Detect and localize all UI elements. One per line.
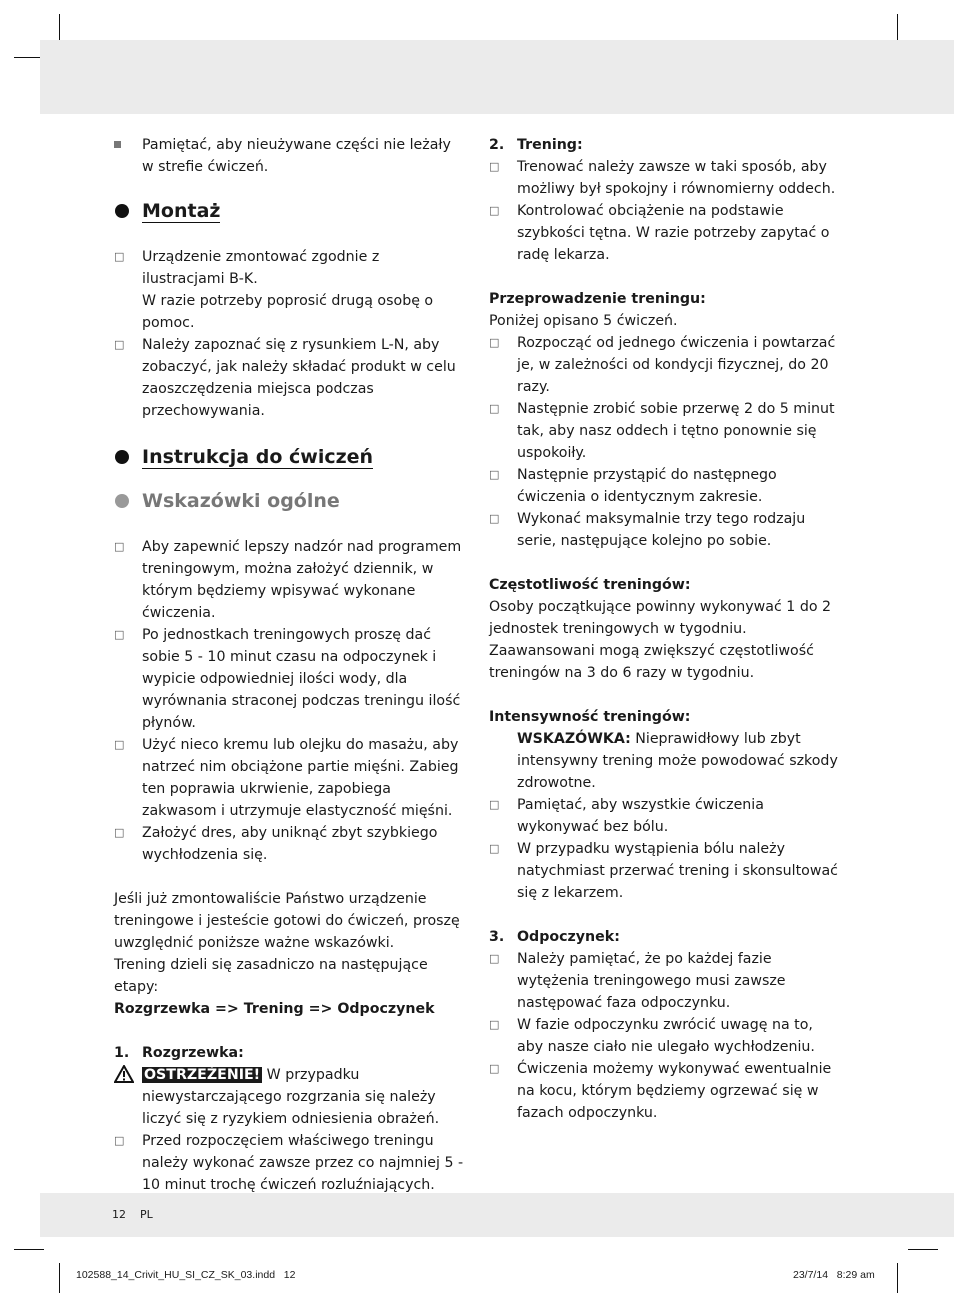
checkbox-icon: □ — [114, 628, 125, 641]
list-item: □ W przypadku wystąpienia bólu należy natychmiast przerwać trening i skonsultować się z lekarzem. — [489, 838, 841, 904]
slug-date: 23/7/14 8:29 am — [793, 1269, 875, 1281]
left-column — [114, 134, 466, 1196]
list-item: □ Założyć dres, aby uniknąć zbyt szybkiego wychłodzenia się. — [114, 822, 466, 866]
list-item: □ Trenować należy zawsze w taki sposób, aby możliwy był spokojny i równomierny oddech. — [489, 156, 841, 200]
checkbox-icon: □ — [114, 540, 125, 553]
checkbox-icon: □ — [489, 468, 500, 481]
list-item: □ Po jednostkach treningowych proszę dać sobie 5 - 10 minut czasu na odpoczynek i wypicie odpowiedniej ilości wody, dla wyrównania straconej podczas treningu ilość płynów. — [114, 624, 466, 734]
list-item: □ Urządzenie zmontować zgodnie z ilustracjami B-K. W razie potrzeby poprosić drugą osobę o pomoc. — [114, 246, 466, 334]
checkbox-icon: □ — [489, 512, 500, 525]
list-item: □ W fazie odpoczynku zwrócić uwagę na to, aby nasze ciało nie ulegało wychłodzeniu. — [489, 1014, 841, 1058]
list-item: □ Kontrolować obciążenie na podstawie szybkości tętna. W razie potrzeby zapytać o radę lekarza. — [489, 200, 841, 266]
montaz-list — [114, 246, 466, 422]
warning-note: OSTRZEŻENIE! W przypadku niewystarczającego rozgrzania się należy liczyć się z ryzykiem odniesienia obrażeń. — [114, 1064, 466, 1130]
warning-label: OSTRZEŻENIE! — [144, 1067, 261, 1083]
header-band — [40, 40, 954, 114]
list-item: □ Należy pamiętać, że po każdej fazie wytężenia treningowego musi zawsze następować faza odpoczynku. — [489, 948, 841, 1014]
list-item: □ Następnie zrobić sobie przerwę 2 do 5 minut tak, aby nasz oddech i tętno ponownie się uspokoiły. — [489, 398, 841, 464]
section-heading-instrukcja: Instrukcja do ćwiczeń — [114, 444, 466, 470]
list-item: □ Pamiętać, aby wszystkie ćwiczenia wykonywać bez bólu. — [489, 794, 841, 838]
crop-mark — [59, 1263, 60, 1293]
checkbox-icon: □ — [114, 250, 125, 263]
subheading-czestotliwosc: Częstotliwość treningów: — [489, 577, 691, 593]
crop-mark — [897, 1263, 898, 1293]
paragraph: Jeśli już zmontowaliście Państwo urządzenie treningowe i jesteście gotowi do ćwiczeń, proszę uwzględnić poniższe ważne wskazówki. — [114, 891, 460, 951]
subheading-trening: 2. Trening: — [489, 137, 583, 153]
intro-bullet: Pamiętać, aby nieużywane części nie leżały w strefie ćwiczeń. — [114, 134, 466, 178]
language-code: PL — [140, 1208, 153, 1221]
note: WSKAZÓWKA: Nieprawidłowy lub zbyt intensywny trening może powodować szkody zdrowotne. — [517, 731, 838, 791]
checkbox-icon: □ — [489, 336, 500, 349]
list-item: □ Przed rozpoczęciem właściwego treningu należy wykonać zawsze przez co najmniej 5 - 10 minut trochę ćwiczeń rozluźniających. — [114, 1130, 466, 1196]
page-number: 12 — [112, 1208, 126, 1221]
subheading-intensywnosc: Intensywność treningów: — [489, 709, 691, 725]
checkbox-icon: □ — [114, 338, 125, 351]
slug-file: 102588_14_Crivit_HU_SI_CZ_SK_03.indd 12 — [76, 1269, 296, 1281]
crop-mark — [908, 1249, 938, 1250]
checkbox-icon: □ — [489, 842, 500, 855]
checkbox-icon: □ — [489, 952, 500, 965]
checkbox-icon: □ — [489, 160, 500, 173]
crop-mark — [14, 1249, 44, 1250]
checkbox-icon: □ — [489, 798, 500, 811]
checkbox-icon: □ — [489, 1062, 500, 1075]
stages-line: Rozgrzewka => Trening => Odpoczynek — [114, 1001, 435, 1017]
square-bullet-icon — [114, 134, 121, 156]
paragraph: Osoby początkujące powinny wykonywać 1 do 2 jednostek treningowych w tygodniu. Zaawansowani mogą zwiększyć częstotliwość treningów na 3 do 6 razy w tygodniu. — [489, 599, 832, 681]
list-item: □ Wykonać maksymalnie trzy tego rodzaju serie, następujące kolejno po sobie. — [489, 508, 841, 552]
checkbox-icon: □ — [489, 402, 500, 415]
paragraph: Trening dzieli się zasadniczo na następujące etapy: — [114, 957, 428, 995]
list-item: □ Następnie przystąpić do następnego ćwiczenia o identycznym zakresie. — [489, 464, 841, 508]
checkbox-icon: □ — [114, 826, 125, 839]
list-item: □ Należy zapoznać się z rysunkiem L-N, aby zobaczyć, jak należy składać produkt w celu zaoszczędzenia miejsca podczas przechowywania. — [114, 334, 466, 422]
warning-triangle-icon — [114, 1065, 134, 1090]
wskazowki-list — [114, 536, 466, 866]
bullet-dot-icon — [115, 204, 129, 218]
section-heading-montaz: Montaż — [114, 198, 466, 224]
list-item: □ Użyć nieco kremu lub olejku do masażu, aby natrzeć nim obciążone partie mięśni. Zabieg ten poprawia ukrwienie, zapobiega zakwasom i utrzymuje elastyczność mięśni. — [114, 734, 466, 822]
subheading-odpoczynek: 3. Odpoczynek: — [489, 929, 620, 945]
bullet-dot-icon — [115, 494, 129, 508]
checkbox-icon: □ — [489, 1018, 500, 1031]
subheading-rozgrzewka: 1. Rozgrzewka: — [114, 1045, 244, 1061]
footer-band — [40, 1193, 954, 1237]
checkbox-icon: □ — [114, 1134, 125, 1147]
checkbox-icon: □ — [114, 738, 125, 751]
right-column — [489, 134, 841, 1124]
list-item: □ Aby zapewnić lepszy nadzór nad programem treningowym, można założyć dziennik, w którym będziemy wpisywać wykonane ćwiczenia. — [114, 536, 466, 624]
section-heading-wskazowki: Wskazówki ogólne — [114, 488, 466, 514]
note-label: WSKAZÓWKA: — [517, 731, 631, 747]
subheading-przeprowadzenie: Przeprowadzenie treningu: — [489, 291, 706, 307]
list-item: □ Ćwiczenia możemy wykonywać ewentualnie na kocu, którym będziemy ogrzewać się w fazach odpoczynku. — [489, 1058, 841, 1124]
bullet-dot-icon — [115, 450, 129, 464]
paragraph: Poniżej opisano 5 ćwiczeń. — [489, 313, 678, 329]
list-item: □ Rozpocząć od jednego ćwiczenia i powtarzać je, w zależności od kondycji fizycznej, do 20 razy. — [489, 332, 841, 398]
checkbox-icon: □ — [489, 204, 500, 217]
